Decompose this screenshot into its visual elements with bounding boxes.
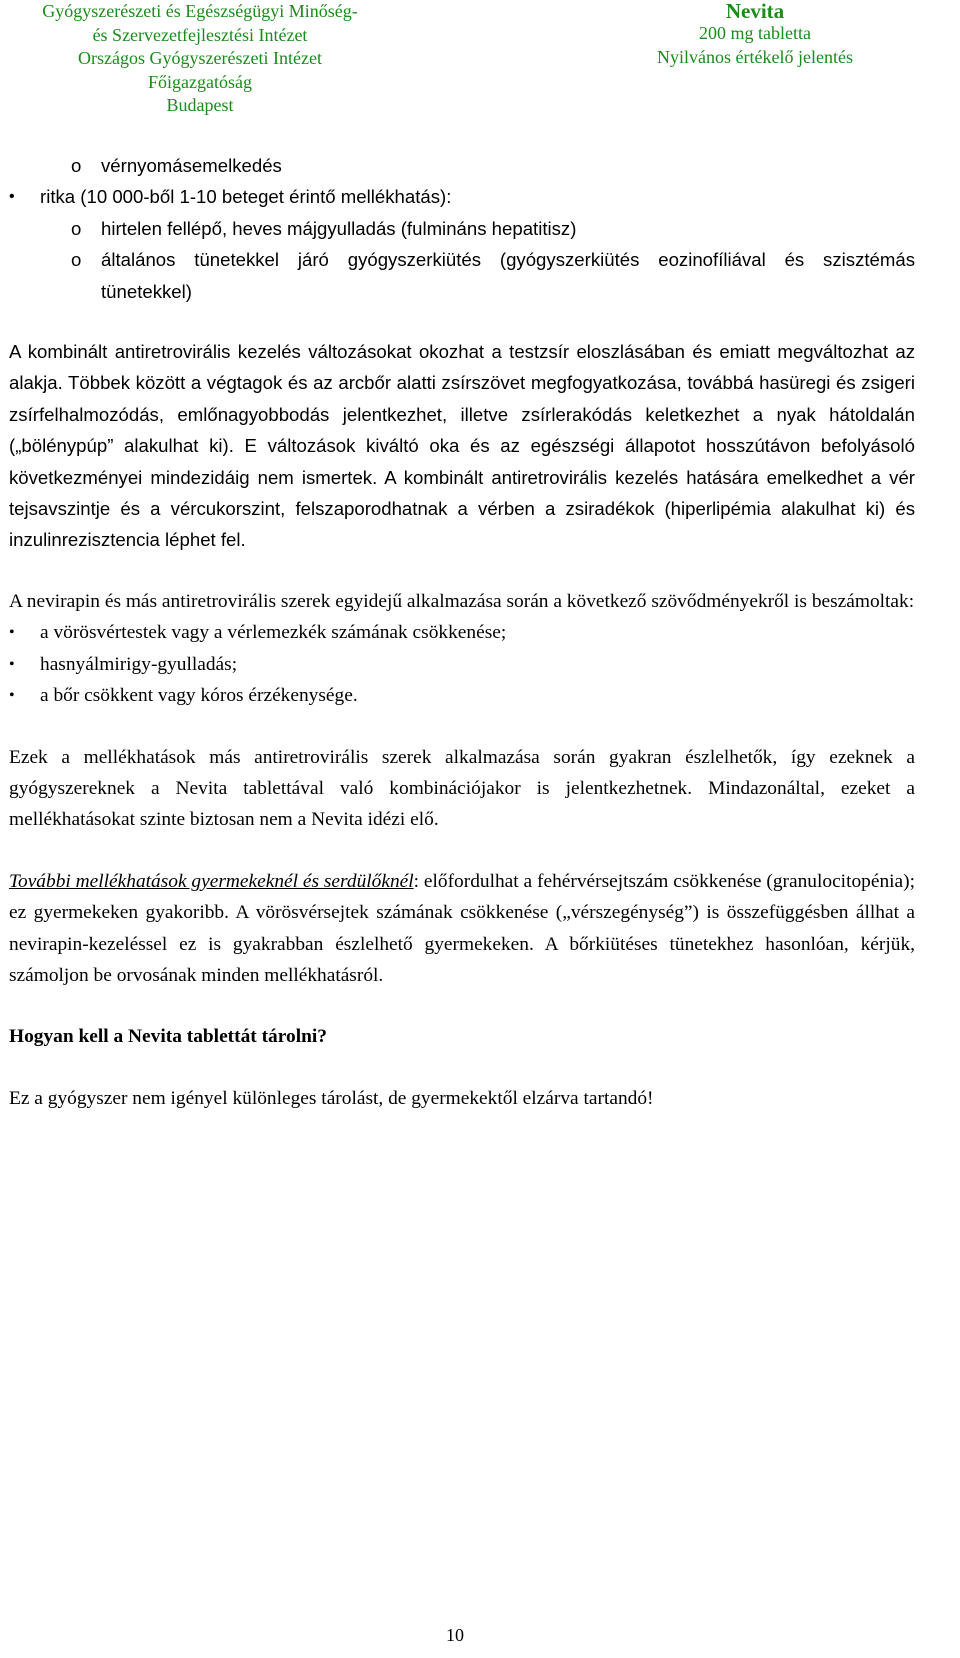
circle-bullet-icon: o [71,155,82,176]
sub-list-top [9,150,915,181]
institute-block [0,0,400,118]
list-item [9,150,915,181]
children-colon: : [413,870,420,892]
storage-paragraph: Ez a gyógyszer nem igényel különleges tárolást, de gyermekektől elzárva tartandó! [9,1087,654,1109]
institute-line: Budapest [166,95,234,115]
other-effects-paragraph: Ezek a mellékhatások más antiretrovirális szerek alkalmazása során gyakran észlelhetők, így ezeknek a gyógyszereknek a Nevita tablettával való kombinációjakor is jelentkezhetnek. Mindazonáltal, ezeket a mellékhatásokat szinte biztosan nem a Nevita idézi elő. [9,746,915,831]
rare-sub-list [40,213,915,307]
list-item [40,244,915,307]
paragraph-text: A kombinált antiretrovirális kezelés változásokat okozhat a testzsír eloszlásában és emiatt megváltozhat az alakja. [9,341,915,394]
institute-line: Gyógyszerészeti és Egészségügyi Minőség- [42,1,358,21]
list-item [9,649,915,680]
bullet-icon: • [9,655,15,673]
list-item [9,617,915,648]
rare-list [9,181,915,307]
combination-paragraph: A nevirapin és más antiretrovirális szerek egyidejű alkalmazása során a következő szövődményekről is beszámoltak: [9,590,915,612]
list-item-text: a bőr csökkent vagy kóros érzékenysége. [40,685,358,707]
list-item-text: vérnyomásemelkedés [101,155,282,176]
institute-line: Országos Gyógyszerészeti Intézet [78,48,322,68]
document-header [0,0,960,130]
report-type: Nyilvános értékelő jelentés [657,46,853,67]
product-dose: 200 mg tabletta [699,23,811,43]
list-item-text: hirtelen fellépő, heves májgyulladás (fulmináns hepatitisz) [101,217,577,239]
product-name: Nevita [725,0,785,23]
list-item [9,680,915,711]
list-item [40,213,915,244]
bullet-icon: • [9,188,15,206]
list-item [9,181,915,307]
children-heading: További mellékhatások gyermekeknél és serdülőknél [9,870,414,892]
lipodystrophy-paragraph [9,336,915,556]
document-body [9,150,915,1114]
institute-line: Főigazgatóság [148,71,252,92]
combination-list [9,617,915,711]
list-item-text: a vörösvértestek vagy a vérlemezkék számának csökkenése; [40,622,507,644]
page-number: 10 [446,1625,464,1645]
storage-heading: Hogyan kell a Nevita tablettát tárolni? [9,1026,327,1048]
children-paragraph [9,866,915,992]
list-item-text: hasnyálmirigy-gyulladás; [40,653,238,675]
paragraph-text: előfordulhat a fehérvérsejtszám csökkenése (granulocitopénia); ez gyermekeken gyakoribb. A vörösvérsejtek számának csökkenése („vérszegénység”) is összefüggésben állhat a nevirapin-kezeléssel ez is gyakrabban észlelhető gyermekeken. A bőrkiütéses tünetekhez hasonlóan, kérjük, számoljon be orvosának minden mellékhatásról. [9,870,915,986]
list-item-text: ritka (10 000-ből 1-10 beteget érintő mellékhatás): [40,186,452,208]
circle-bullet-icon: o [71,249,82,271]
paragraph-text: A kombinált antiretrovirális kezelés hatására emelkedhet a vér tejsavszintje és a vércukorszint, felszaporodhatnak a vérben a zsiradékok (hiperlipémia alakulhat ki) és inzulinrezisztencia léphet fel. [9,466,915,551]
institute-line: és Szervezetfejlesztési Intézet [92,24,308,45]
bullet-icon: • [9,687,15,705]
bullet-icon: • [9,624,15,642]
circle-bullet-icon: o [71,217,82,239]
product-block [605,0,905,69]
paragraph-text: Többek között a végtagok és az arcbőr alatti zsírszövet megfogyatkozása, továbbá hasüregi és zsigeri zsírfelhalmozódás, emlőnagyobbodás jelentkezhet, illetve zsírlerakódás keletkezhet a nyak hátoldalán („bölénypúp” alakulhat ki). E változások kiváltó oka és az egészségi állapotot hosszútávon befolyásoló következményei mindezidáig nem ismertek. [9,372,915,488]
list-item-text: általános tünetekkel járó gyógyszerkiütés (gyógyszerkiütés eozinofíliával és szisztémás tünetekkel) [101,249,915,302]
